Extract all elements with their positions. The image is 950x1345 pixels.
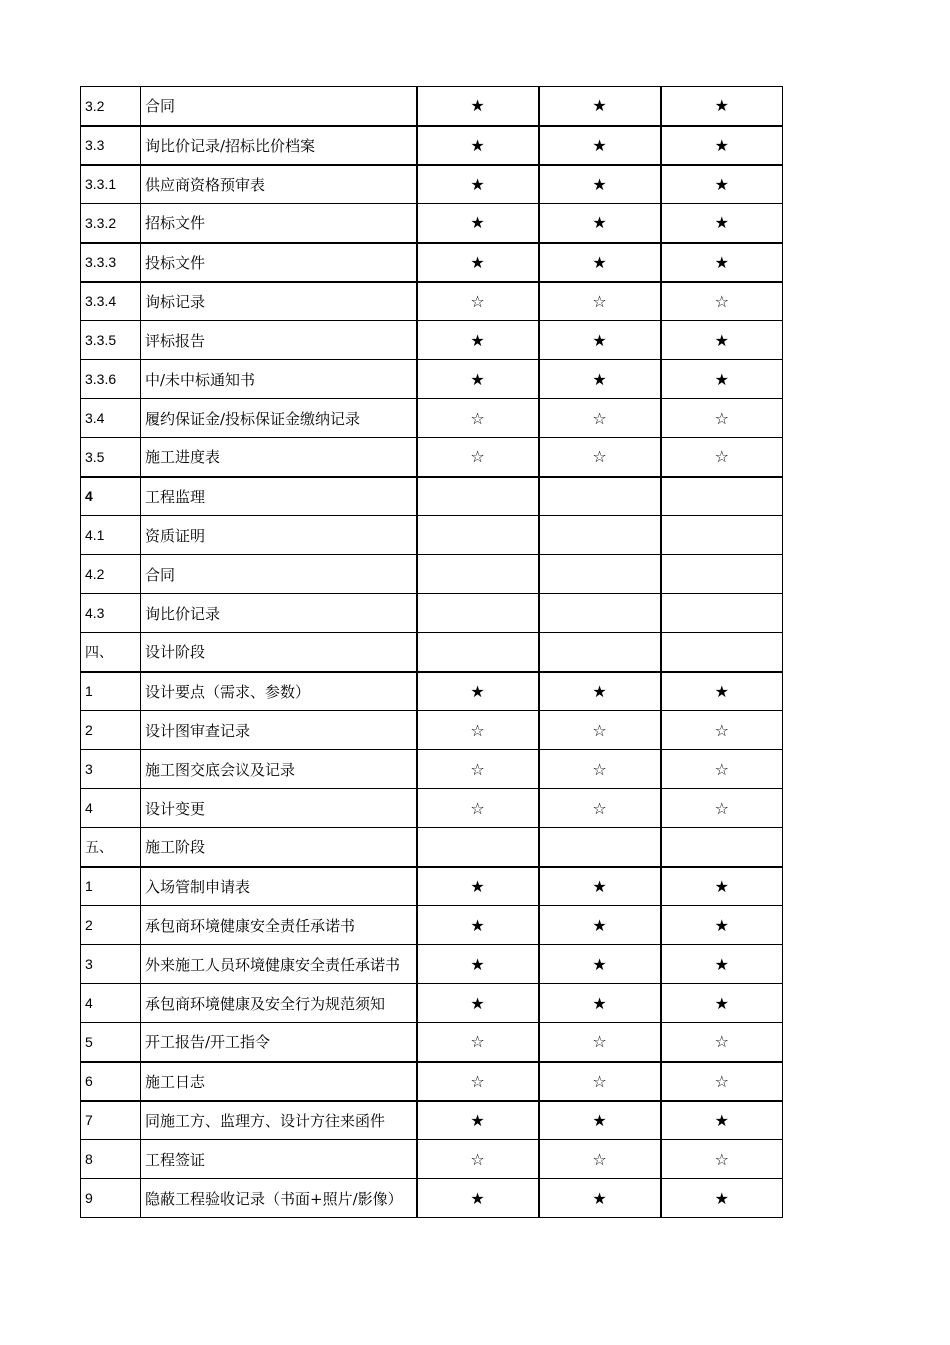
requirement-mark-cell-3: ★ <box>661 165 783 204</box>
item-number-cell: 1 <box>81 672 141 711</box>
item-name-cell: 外来施工人员环境健康安全责任承诺书 <box>141 945 417 984</box>
item-name-cell: 合同 <box>141 555 417 594</box>
table-row <box>81 906 783 945</box>
item-number-cell: 3.3.6 <box>81 360 141 399</box>
requirement-mark-cell-2 <box>539 477 661 516</box>
requirement-mark-cell-3: ★ <box>661 1179 783 1218</box>
requirement-mark-cell-2: ★ <box>539 984 661 1023</box>
requirement-mark-cell-3: ★ <box>661 204 783 243</box>
item-name-cell: 同施工方、监理方、设计方往来函件 <box>141 1101 417 1140</box>
requirement-mark-cell-1: ☆ <box>417 282 539 321</box>
item-name-cell: 中/未中标通知书 <box>141 360 417 399</box>
requirement-mark-cell-3 <box>661 516 783 555</box>
item-number-cell: 3.3.2 <box>81 204 141 243</box>
requirement-mark-cell-1: ★ <box>417 867 539 906</box>
item-name-cell: 入场管制申请表 <box>141 867 417 906</box>
requirement-mark-cell-3: ★ <box>661 672 783 711</box>
item-number-cell: 3.2 <box>81 87 141 126</box>
item-number-cell: 2 <box>81 906 141 945</box>
table-row <box>81 360 783 399</box>
requirement-mark-cell-2: ★ <box>539 672 661 711</box>
requirement-mark-cell-3: ☆ <box>661 711 783 750</box>
requirement-mark-cell-1: ★ <box>417 1101 539 1140</box>
requirement-mark-cell-2: ★ <box>539 1179 661 1218</box>
item-name-cell: 承包商环境健康及安全行为规范须知 <box>141 984 417 1023</box>
requirement-mark-cell-1 <box>417 555 539 594</box>
requirement-mark-cell-2: ☆ <box>539 399 661 438</box>
records-table <box>80 86 783 1218</box>
requirement-mark-cell-1: ☆ <box>417 789 539 828</box>
requirement-mark-cell-1: ☆ <box>417 438 539 477</box>
item-name-cell: 开工报告/开工指令 <box>141 1023 417 1062</box>
requirement-mark-cell-1: ☆ <box>417 711 539 750</box>
requirement-mark-cell-3: ☆ <box>661 789 783 828</box>
requirement-mark-cell-3: ☆ <box>661 399 783 438</box>
requirement-mark-cell-2 <box>539 828 661 867</box>
item-name-cell: 供应商资格预审表 <box>141 165 417 204</box>
requirement-mark-cell-2 <box>539 594 661 633</box>
requirement-mark-cell-1: ★ <box>417 87 539 126</box>
item-number-cell: 3 <box>81 945 141 984</box>
item-name-cell: 设计变更 <box>141 789 417 828</box>
item-number-cell: 五、 <box>81 828 141 867</box>
item-name-cell: 施工日志 <box>141 1062 417 1101</box>
requirement-mark-cell-1: ☆ <box>417 399 539 438</box>
table-row <box>81 672 783 711</box>
requirement-mark-cell-2: ★ <box>539 945 661 984</box>
requirement-mark-cell-2: ☆ <box>539 711 661 750</box>
requirement-mark-cell-1: ★ <box>417 165 539 204</box>
requirement-mark-cell-3: ☆ <box>661 282 783 321</box>
requirement-mark-cell-3: ★ <box>661 1101 783 1140</box>
requirement-mark-cell-1: ★ <box>417 243 539 282</box>
item-name-cell: 施工进度表 <box>141 438 417 477</box>
item-number-cell: 4.2 <box>81 555 141 594</box>
item-number-cell: 2 <box>81 711 141 750</box>
requirement-mark-cell-2: ☆ <box>539 1062 661 1101</box>
table-row <box>81 555 783 594</box>
item-name-cell: 施工图交底会议及记录 <box>141 750 417 789</box>
item-number-cell: 8 <box>81 1140 141 1179</box>
table-row <box>81 477 783 516</box>
item-number-cell: 4.1 <box>81 516 141 555</box>
requirement-mark-cell-3: ★ <box>661 126 783 165</box>
item-number-cell: 3.3 <box>81 126 141 165</box>
requirement-mark-cell-2: ★ <box>539 360 661 399</box>
requirement-mark-cell-1: ★ <box>417 204 539 243</box>
table-row <box>81 1101 783 1140</box>
requirement-mark-cell-2: ☆ <box>539 789 661 828</box>
item-number-cell: 7 <box>81 1101 141 1140</box>
item-name-cell: 招标文件 <box>141 204 417 243</box>
table-row <box>81 711 783 750</box>
table-row <box>81 984 783 1023</box>
requirement-mark-cell-3: ★ <box>661 243 783 282</box>
requirement-mark-cell-1: ★ <box>417 945 539 984</box>
requirement-mark-cell-1: ★ <box>417 321 539 360</box>
requirement-mark-cell-1: ☆ <box>417 1023 539 1062</box>
requirement-mark-cell-2: ☆ <box>539 438 661 477</box>
item-name-cell: 工程签证 <box>141 1140 417 1179</box>
requirement-mark-cell-1: ★ <box>417 1179 539 1218</box>
item-number-cell: 1 <box>81 867 141 906</box>
table-row <box>81 633 783 672</box>
requirement-mark-cell-1: ☆ <box>417 750 539 789</box>
requirement-mark-cell-2: ★ <box>539 906 661 945</box>
requirement-mark-cell-2: ★ <box>539 867 661 906</box>
table-row <box>81 165 783 204</box>
requirement-mark-cell-1 <box>417 516 539 555</box>
item-number-cell: 6 <box>81 1062 141 1101</box>
requirement-mark-cell-3: ☆ <box>661 1023 783 1062</box>
requirement-mark-cell-2: ★ <box>539 321 661 360</box>
table-row <box>81 243 783 282</box>
requirement-mark-cell-3: ☆ <box>661 1140 783 1179</box>
item-number-cell: 4 <box>81 984 141 1023</box>
item-number-cell: 3.3.3 <box>81 243 141 282</box>
requirement-mark-cell-2: ★ <box>539 126 661 165</box>
item-number-cell: 3.3.1 <box>81 165 141 204</box>
table-row <box>81 1062 783 1101</box>
table-row <box>81 867 783 906</box>
requirement-mark-cell-3: ☆ <box>661 750 783 789</box>
table-row <box>81 126 783 165</box>
requirement-mark-cell-1: ★ <box>417 906 539 945</box>
requirement-mark-cell-3: ★ <box>661 360 783 399</box>
requirement-mark-cell-3: ★ <box>661 867 783 906</box>
item-name-cell: 设计图审查记录 <box>141 711 417 750</box>
item-name-cell: 施工阶段 <box>141 828 417 867</box>
requirement-mark-cell-3: ★ <box>661 321 783 360</box>
item-name-cell: 资质证明 <box>141 516 417 555</box>
requirement-mark-cell-1: ☆ <box>417 1140 539 1179</box>
table-row <box>81 1179 783 1218</box>
requirement-mark-cell-3: ★ <box>661 906 783 945</box>
table-row <box>81 516 783 555</box>
requirement-mark-cell-2: ☆ <box>539 1023 661 1062</box>
item-number-cell: 9 <box>81 1179 141 1218</box>
table-row <box>81 945 783 984</box>
requirement-mark-cell-2: ★ <box>539 243 661 282</box>
item-number-cell: 4 <box>81 789 141 828</box>
item-number-cell: 四、 <box>81 633 141 672</box>
item-number-cell: 3.5 <box>81 438 141 477</box>
requirement-mark-cell-3: ★ <box>661 945 783 984</box>
item-name-cell: 工程监理 <box>141 477 417 516</box>
table-row <box>81 1023 783 1062</box>
requirement-mark-cell-1: ★ <box>417 360 539 399</box>
requirement-mark-cell-1 <box>417 828 539 867</box>
item-name-cell: 投标文件 <box>141 243 417 282</box>
item-name-cell: 承包商环境健康安全责任承诺书 <box>141 906 417 945</box>
table-row <box>81 1140 783 1179</box>
item-name-cell: 合同 <box>141 87 417 126</box>
requirement-mark-cell-1 <box>417 594 539 633</box>
requirement-mark-cell-1: ☆ <box>417 1062 539 1101</box>
table-row <box>81 438 783 477</box>
item-name-cell: 评标报告 <box>141 321 417 360</box>
requirement-mark-cell-3: ★ <box>661 984 783 1023</box>
requirement-mark-cell-3: ☆ <box>661 438 783 477</box>
requirement-mark-cell-2: ☆ <box>539 750 661 789</box>
item-name-cell: 设计要点（需求、参数） <box>141 672 417 711</box>
requirement-mark-cell-2: ☆ <box>539 1140 661 1179</box>
records-table-body <box>81 87 783 1218</box>
item-number-cell: 4.3 <box>81 594 141 633</box>
item-number-cell: 3.4 <box>81 399 141 438</box>
table-row <box>81 828 783 867</box>
table-row <box>81 87 783 126</box>
item-number-cell: 3.3.4 <box>81 282 141 321</box>
item-name-cell: 设计阶段 <box>141 633 417 672</box>
requirement-mark-cell-3: ★ <box>661 87 783 126</box>
table-row <box>81 204 783 243</box>
table-row <box>81 594 783 633</box>
requirement-mark-cell-3 <box>661 633 783 672</box>
requirement-mark-cell-3 <box>661 555 783 594</box>
item-name-cell: 履约保证金/投标保证金缴纳记录 <box>141 399 417 438</box>
item-number-cell: 3 <box>81 750 141 789</box>
table-row <box>81 789 783 828</box>
item-name-cell: 询比价记录/招标比价档案 <box>141 126 417 165</box>
requirement-mark-cell-1: ★ <box>417 984 539 1023</box>
requirement-mark-cell-1 <box>417 477 539 516</box>
requirement-mark-cell-1: ★ <box>417 126 539 165</box>
requirement-mark-cell-2: ★ <box>539 204 661 243</box>
requirement-mark-cell-1 <box>417 633 539 672</box>
item-number-cell: 5 <box>81 1023 141 1062</box>
item-number-cell: 4 <box>81 477 141 516</box>
item-name-cell: 询标记录 <box>141 282 417 321</box>
requirement-mark-cell-2: ★ <box>539 165 661 204</box>
item-name-cell: 隐蔽工程验收记录（书面+照片/影像） <box>141 1179 417 1218</box>
requirement-mark-cell-3 <box>661 594 783 633</box>
requirement-mark-cell-1: ★ <box>417 672 539 711</box>
requirement-mark-cell-2: ☆ <box>539 282 661 321</box>
requirement-mark-cell-2 <box>539 516 661 555</box>
requirement-mark-cell-2 <box>539 555 661 594</box>
requirement-mark-cell-3 <box>661 828 783 867</box>
table-row <box>81 750 783 789</box>
requirement-mark-cell-2 <box>539 633 661 672</box>
requirement-mark-cell-3: ☆ <box>661 1062 783 1101</box>
table-row <box>81 399 783 438</box>
requirement-mark-cell-3 <box>661 477 783 516</box>
item-number-cell: 3.3.5 <box>81 321 141 360</box>
requirement-mark-cell-2: ★ <box>539 87 661 126</box>
requirement-mark-cell-2: ★ <box>539 1101 661 1140</box>
table-row <box>81 321 783 360</box>
table-row <box>81 282 783 321</box>
item-name-cell: 询比价记录 <box>141 594 417 633</box>
